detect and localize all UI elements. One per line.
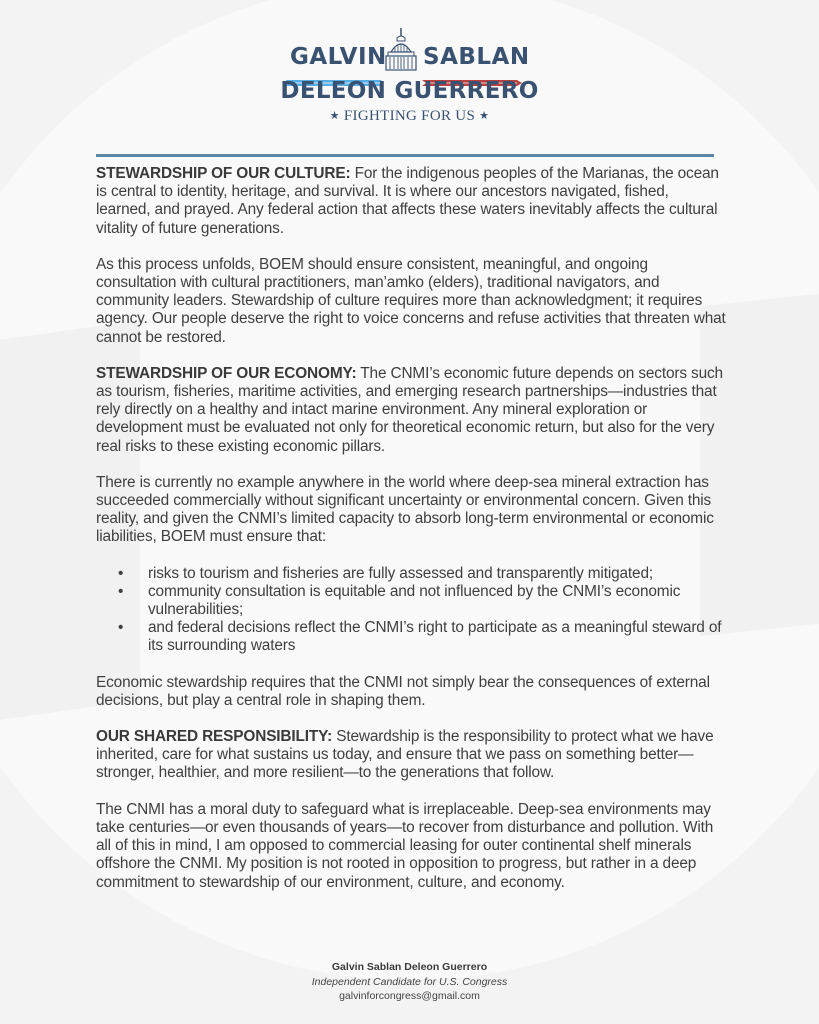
paragraph-shared-responsibility <box>96 728 726 783</box>
bullet-icon: • <box>118 619 124 637</box>
paragraph-text: Economic stewardship requires that the CNMI not simply bear the consequences of external decisions, but play a central role in shaping them. <box>96 673 710 709</box>
list-item-text: risks to tourism and fisheries are fully assessed and transparently mitigated; <box>148 564 653 582</box>
section-heading-shared-responsibility: OUR SHARED RESPONSIBILITY: <box>96 728 333 746</box>
signature-title: Independent Candidate for U.S. Congress <box>311 975 508 988</box>
paragraph-consultation <box>96 256 726 347</box>
campaign-logo <box>0 30 819 124</box>
paragraph-culture <box>96 165 726 238</box>
list-item <box>118 565 728 583</box>
header-divider <box>96 154 714 157</box>
requirements-list <box>96 565 726 656</box>
list-item-text: community consultation is equitable and not influenced by the CNMI’s economic vulnerabilities; <box>148 582 681 619</box>
paragraph-text: The CNMI has a moral duty to safeguard what is irreplaceable. Deep-sea environments may take centuries—or even thousands of years—to recover from disturbance and pollution. With all of this in mind, I am opposed to commercial leasing for outer continental shelf minerals offshore the CNMI. My position is not rooted in opposition to progress, but rather in a deep commitment to stewardship of our environment, culture, and economy. <box>96 800 714 891</box>
paragraph-text: The CNMI’s economic future depends on sectors such as tourism, fisheries, maritime activities, and emerging research partnerships—industries that rely directly on a healthy and intact marine environment. Any mineral exploration or development must be evaluated not only for theoretical economic return, but also for the very real risks to these existing economic pillars. <box>96 364 723 455</box>
logo-word-galvin: GALVIN <box>290 44 387 70</box>
paragraph-text: As this process unfolds, BOEM should ensure consistent, meaningful, and ongoing consultation with cultural practitioners, man’amko (elders), traditional navigators, and community leaders. Stewardship of culture requires more than acknowledgment; it requires agency. Our people deserve the right to voice concerns and refuse activities that threaten what cannot be restored. <box>96 255 726 346</box>
paragraph-moral-duty <box>96 801 726 892</box>
campaign-tagline <box>0 108 819 125</box>
list-item-text: and federal decisions reflect the CNMI’s right to participate as a meaningful steward of its surrounding waters <box>148 619 722 655</box>
paragraph-text: Stewardship is the responsibility to protect what we have inherited, care for what sustains us today, and ensure that we pass on something better—stronger, healthier, and more resilient—to the generations that follow. <box>96 728 714 782</box>
section-heading-culture: STEWARDSHIP OF OUR CULTURE: <box>96 165 351 182</box>
paragraph-text: There is currently no example anywhere in the world where deep-sea mineral extraction has succeeded commercially without significant uncertainty or environmental concern. Given this reality, and given the CNMI’s limited capacity to absorb long-term environmental or economic liabilities, BOEM must ensure that: <box>96 473 714 546</box>
star-icon: ★ <box>479 110 490 122</box>
list-item <box>118 583 728 619</box>
bullet-icon: • <box>118 582 124 600</box>
signature-name: Galvin Sablan Deleon Guerrero <box>331 961 488 973</box>
signature-email[interactable]: galvinforcongress@gmail.com <box>339 990 480 1002</box>
logo-top-row <box>0 44 819 74</box>
paragraph-economy <box>96 365 726 456</box>
logo-word-sablan: SABLAN <box>423 44 530 70</box>
paragraph-economic-stewardship <box>96 674 726 710</box>
paragraph-deep-sea <box>96 474 726 547</box>
capitol-dome-icon <box>383 28 419 80</box>
list-item <box>118 619 728 655</box>
paragraph-text: For the indigenous peoples of the Marianas, the ocean is central to identity, heritage, and survival. It is where our ancestors navigated, fished, learned, and prayed. Any federal action that affects these waters inevitably affects the cultural vitality of future generations. <box>96 165 719 237</box>
letter-body <box>96 165 726 910</box>
logo-bottom-row: DELEON GUERRERO <box>280 78 539 104</box>
signature-block <box>0 960 819 1004</box>
tagline-text: FIGHTING FOR US <box>343 108 476 124</box>
section-heading-economy: STEWARDSHIP OF OUR ECONOMY: <box>96 364 357 382</box>
star-icon: ★ <box>329 110 340 122</box>
bullet-icon: • <box>118 564 124 582</box>
